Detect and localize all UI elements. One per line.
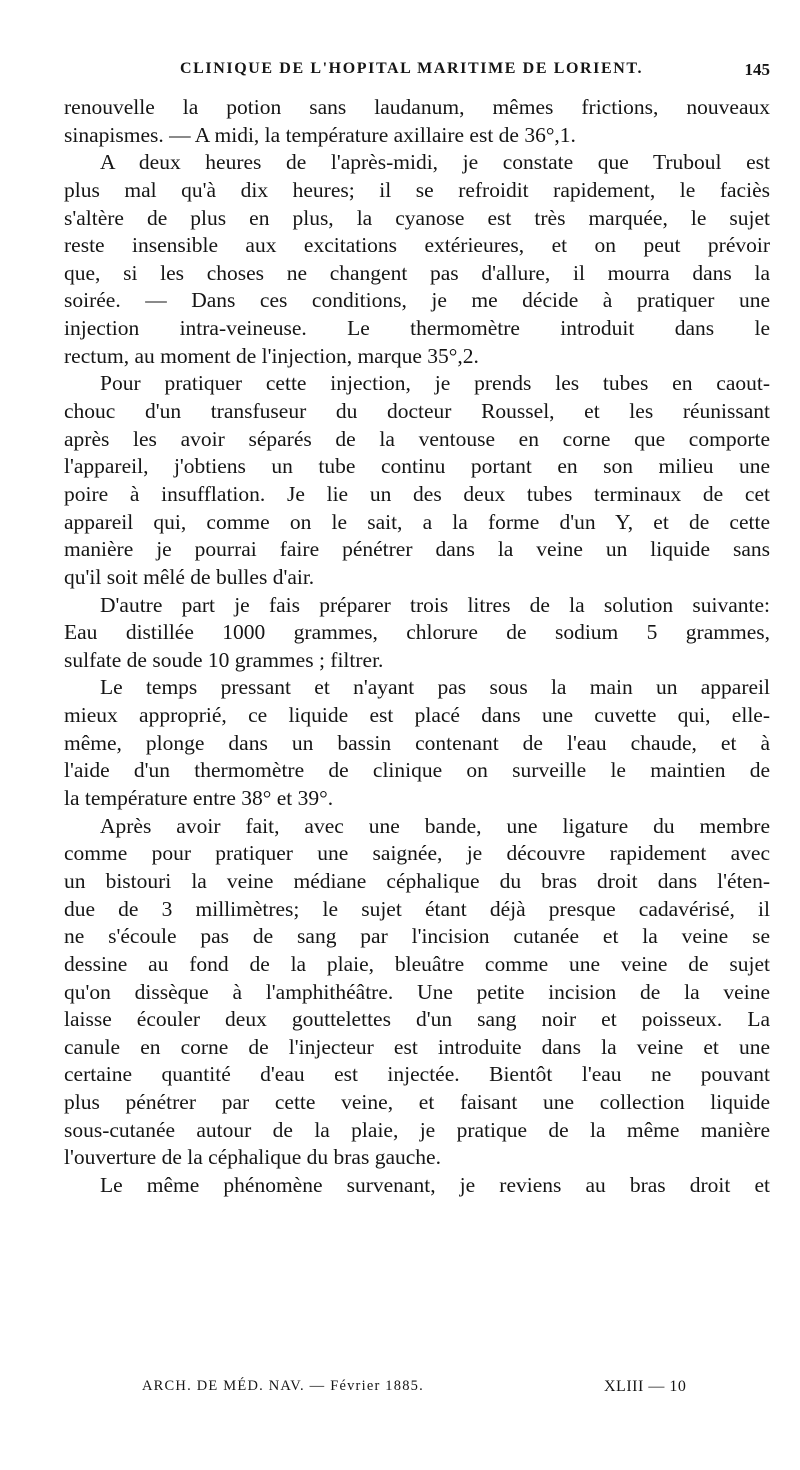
text-line: poire à insufflation. Je lie un des deux tubes terminaux de cet — [64, 481, 770, 506]
text-line: sinapismes. — A midi, la température axillaire est de 36°,1. — [64, 122, 576, 147]
body-text — [64, 94, 770, 1200]
text-line: Le même phénomène survenant, je reviens au bras droit et — [100, 1172, 770, 1197]
text-line: Après avoir fait, avec une bande, une ligature du membre — [100, 813, 770, 838]
journal-citation: ARCH. DE MÉD. NAV. — Février 1885. — [142, 1378, 424, 1394]
text-line: la température entre 38° et 39°. — [64, 786, 334, 811]
text-line: mieux approprié, ce liquide est placé dans une cuvette qui, elle- — [64, 703, 770, 728]
text-line: D'autre part je fais préparer trois litres de la solution suivante: — [100, 592, 770, 617]
page-number: 145 — [744, 60, 770, 79]
text-line: même, plonge dans un bassin contenant de l'eau chaude, et à — [64, 730, 770, 755]
text-line: qu'on dissèque à l'amphithéâtre. Une petite incision de la veine — [64, 979, 770, 1004]
text-line: injection intra-veineuse. Le thermomètre introduit dans le — [64, 316, 770, 341]
text-line: reste insensible aux excitations extérieures, et on peut prévoir — [64, 233, 770, 258]
text-line: dessine au fond de la plaie, bleuâtre comme une veine de sujet — [64, 951, 770, 976]
text-line: l'appareil, j'obtiens un tube continu portant en son milieu une — [64, 454, 770, 479]
text-line: l'ouverture de la céphalique du bras gauche. — [64, 1145, 441, 1170]
text-line: comme pour pratiquer une saignée, je découvre rapidement avec — [64, 841, 770, 866]
text-line: renouvelle la potion sans laudanum, mêmes frictions, nouveaux — [64, 95, 770, 119]
text-line: chouc d'un transfuseur du docteur Roussel, et les réunissant — [64, 399, 770, 424]
text-line: sulfate de soude 10 grammes ; filtrer. — [64, 647, 384, 672]
page-footer — [142, 1378, 722, 1402]
text-line: plus mal qu'à dix heures; il se refroidit rapidement, le faciès — [64, 177, 770, 202]
text-line: l'aide d'un thermomètre de clinique on surveille le maintien de — [64, 758, 770, 783]
text-line: due de 3 millimètres; le sujet étant déjà presque cadavérisé, il — [64, 896, 770, 921]
text-line: que, si les choses ne changent pas d'allure, il mourra dans la — [64, 260, 770, 285]
text-line: certaine quantité d'eau est injectée. Bientôt l'eau ne pouvant — [64, 1062, 770, 1087]
text-line: qu'il soit mêlé de bulles d'air. — [64, 564, 315, 589]
text-line: laisse écouler deux gouttelettes d'un sang noir et poisseux. La — [64, 1007, 770, 1032]
signature-mark: XLIII — 10 — [604, 1378, 687, 1395]
text-line: canule en corne de l'injecteur est introduite dans la veine et une — [64, 1034, 770, 1059]
text-line: rectum, au moment de l'injection, marque 35°,2. — [64, 343, 479, 368]
text-line: ne s'écoule pas de sang par l'incision cutanée et la veine se — [64, 924, 770, 949]
text-line: Pour pratiquer cette injection, je prends les tubes en caout- — [100, 371, 770, 396]
text-line: manière je pourrai faire pénétrer dans la veine un liquide sans — [64, 537, 770, 562]
text-line: s'altère de plus en plus, la cyanose est très marquée, le sujet — [64, 205, 770, 230]
text-line: Eau distillée 1000 grammes, chlorure de sodium 5 grammes, — [64, 620, 770, 645]
text-line: sous-cutanée autour de la plaie, je pratique de la même manière — [64, 1117, 770, 1142]
text-line: plus pénétrer par cette veine, et faisant une collection liquide — [64, 1090, 770, 1115]
running-title: CLINIQUE DE L'HOPITAL MARITIME DE LORIENT. — [180, 60, 644, 77]
text-line: après les avoir séparés de la ventouse en corne que comporte — [64, 426, 770, 451]
text-line: un bistouri la veine médiane céphalique du bras droit dans l'éten- — [64, 868, 770, 893]
running-head — [180, 60, 770, 86]
text-line: Le temps pressant et n'ayant pas sous la main un appareil — [100, 675, 770, 700]
text-line: appareil qui, comme on le sait, a la forme d'un Y, et de cette — [64, 509, 770, 534]
text-line: A deux heures de l'après-midi, je constate que Truboul est — [100, 150, 770, 175]
text-line: soirée. — Dans ces conditions, je me décide à pratiquer une — [64, 288, 770, 313]
